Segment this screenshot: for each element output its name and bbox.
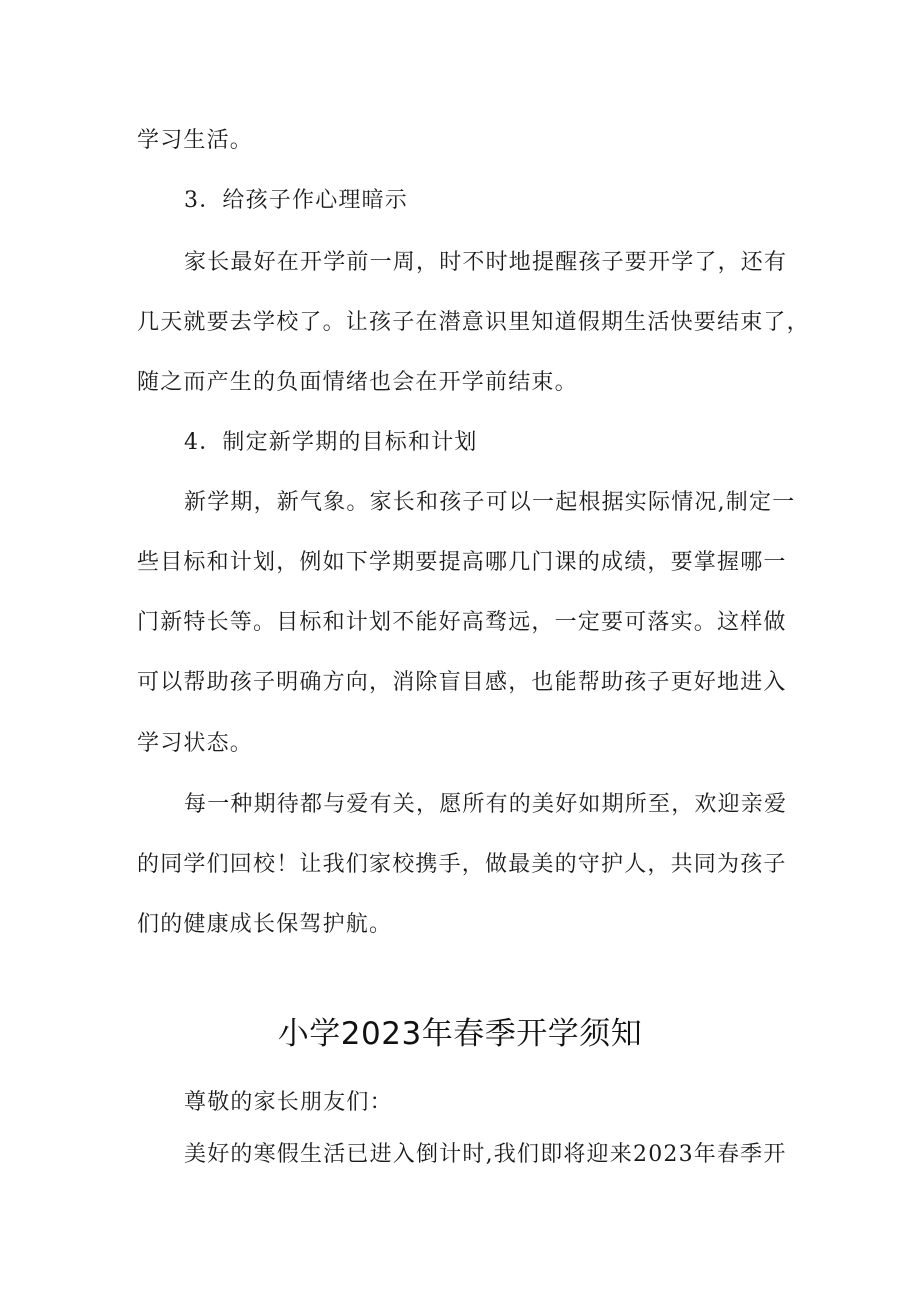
text-line: 几天就要去学校了。让孩子在潜意识里知道假期生活快要结束了， — [137, 310, 810, 335]
text-line: 可以帮助孩子明确方向，消除盲目感，也能帮助孩子更好地进入 — [137, 670, 787, 695]
text-line: 每一种期待都与爱有关，愿所有的美好如期所至，欢迎亲爱 — [184, 792, 788, 817]
text-line: 随之而产生的负面情绪也会在开学前结束。 — [137, 370, 578, 395]
section-title: 小学2023年春季开学须知 — [277, 1016, 643, 1052]
text-line: 们的健康成长保驾护航。 — [137, 912, 393, 937]
text-line: 学习生活。 — [137, 128, 254, 153]
text-line: 的同学们回校！让我们家校携手，做最美的守护人，共同为孩子 — [137, 852, 787, 877]
text-line: 门新特长等。目标和计划不能好高骛远，一定要可落实。这样做 — [137, 610, 787, 635]
text-line: 家长最好在开学前一周，时不时地提醒孩子要开学了，还有 — [184, 250, 788, 275]
section-heading: 3．给孩子作心理暗示 — [184, 188, 408, 213]
section-heading: 4．制定新学期的目标和计划 — [184, 430, 478, 455]
text-line: 学习状态。 — [137, 731, 254, 756]
text-line: 美好的寒假生活已进入倒计时,我们即将迎来2023年春季开 — [184, 1142, 787, 1167]
salutation: 尊敬的家长朋友们： — [184, 1090, 393, 1115]
text-line: 些目标和计划，例如下学期要提高哪几门课的成绩，要掌握哪一 — [137, 550, 787, 575]
text-line: 新学期，新气象。家长和孩子可以一起根据实际情况,制定一 — [184, 490, 796, 515]
